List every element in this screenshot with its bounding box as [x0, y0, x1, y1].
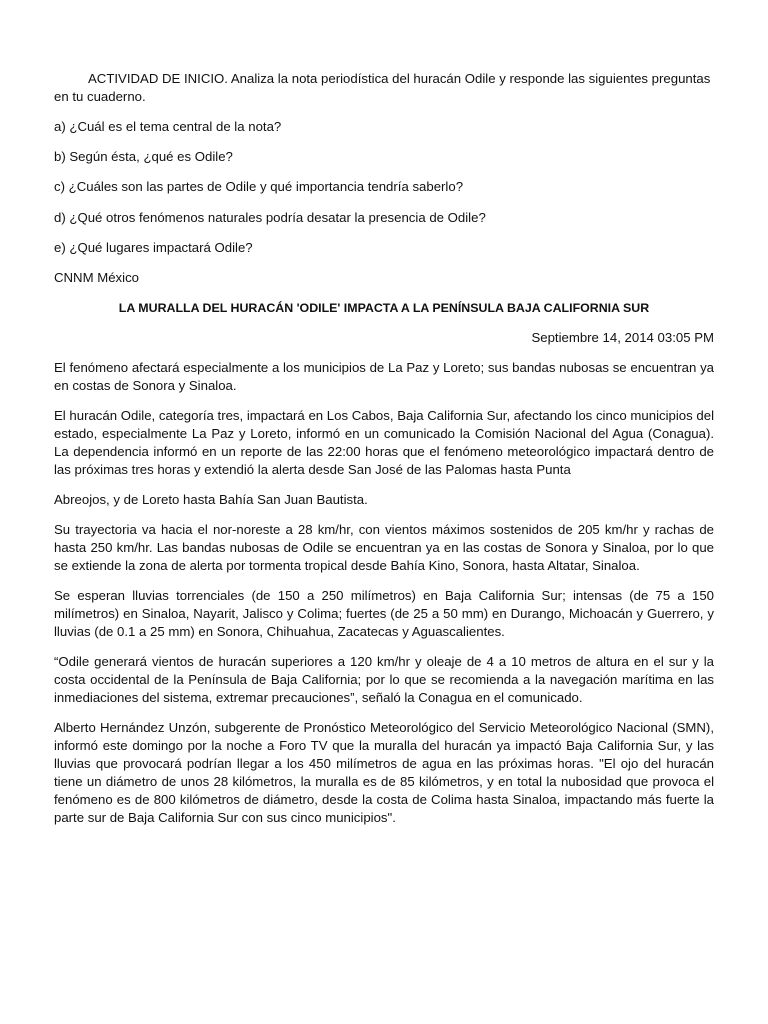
article-date: Septiembre 14, 2014 03:05 PM — [531, 329, 714, 345]
article-paragraph: Su trayectoria va hacia el nor-noreste a 28 km/hr, con vientos máximos sostenidos de 205 km/hr y rachas de hasta 250 km/hr. Las bandas nubosas de Odile se encuentran ya en las costas de Sonora y Sinaloa, por lo que se extiende la zona de alerta por tormenta tropical desde Bahía Kino, Sonora, hasta Altatar, Sinaloa. — [54, 521, 714, 573]
article-title: LA MURALLA DEL HURACÁN 'ODILE' IMPACTA A LA PENÍNSULA BAJA CALIFORNIA SUR — [118, 300, 650, 315]
article-paragraph: El huracán Odile, categoría tres, impactará en Los Cabos, Baja California Sur, afectando los cinco municipios del estado, especialmente La Paz y Loreto, informó en un comunicado la Comisión Nacional del Agua (Conagua). La dependencia informó en un reporte de las 22:00 horas que el fenómeno meteorológico impactará dentro de las próximas tres horas y extendió la alerta desde San José de las Palomas hasta Punta — [54, 407, 714, 477]
question-e: e) ¿Qué lugares impactará Odile? — [54, 239, 253, 255]
article-paragraph: El fenómeno afectará especialmente a los municipios de La Paz y Loreto; sus bandas nubosas se encuentran ya en costas de Sonora y Sinaloa. — [54, 359, 714, 393]
article-source: CNNM México — [54, 269, 139, 285]
article-paragraph: Abreojos, y de Loreto hasta Bahía San Juan Bautista. — [54, 491, 368, 507]
article-paragraph: “Odile generará vientos de huracán superiores a 120 km/hr y oleaje de 4 a 10 metros de altura en el sur y la costa occidental de la Península de Baja California; por lo que se recomienda a la navegación marítima en las inmediaciones del sistema, extremar precauciones”, señaló la Conagua en el comunicado. — [54, 653, 714, 705]
activity-intro: ACTIVIDAD DE INICIO. Analiza la nota periodística del huracán Odile y responde las siguientes preguntas en tu cuaderno. — [54, 71, 711, 104]
question-a: a) ¿Cuál es el tema central de la nota? — [54, 119, 282, 134]
article-paragraph: Se esperan lluvias torrenciales (de 150 a 250 milímetros) en Baja California Sur; intensas (de 75 a 150 milímetros) en Sinaloa, Nayarit, Jalisco y Colima; fuertes (de 25 a 50 mm) en Durango, Michoacán y Guerrero, y lluvias (de 0.1 a 25 mm) en Sonora, Chihuahua, Zacatecas y Aguascalientes. — [54, 587, 714, 639]
question-b: b) Según ésta, ¿qué es Odile? — [54, 149, 233, 165]
question-c: c) ¿Cuáles son las partes de Odile y qué importancia tendría saberlo? — [54, 179, 464, 195]
question-d: d) ¿Qué otros fenómenos naturales podría desatar la presencia de Odile? — [54, 209, 486, 225]
article-paragraph: Alberto Hernández Unzón, subgerente de Pronóstico Meteorológico del Servicio Meteorológico Nacional (SMN), informó este domingo por la noche a Foro TV que la muralla del huracán ya impactó Baja California Sur, y las lluvias que provocará podrían llegar a los 450 milímetros de agua en las próximas horas. "El ojo del huracán tiene un diámetro de unos 28 kilómetros, la muralla es de 85 kilómetros, y en total la nubosidad que provoca el fenómeno es de 800 kilómetros de diámetro, desde la costa de Colima hasta Sinaloa, impactando más fuerte la parte sur de Baja California Sur con sus cinco municipios". — [54, 719, 714, 825]
